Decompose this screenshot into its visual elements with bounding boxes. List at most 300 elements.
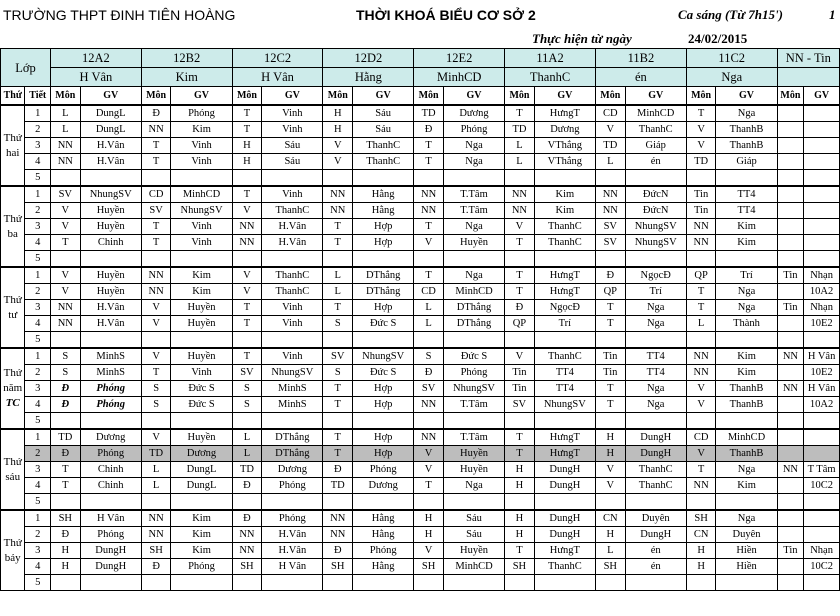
teacher-cell: NhungSV [80,186,141,203]
subject-cell: NN [595,203,625,219]
subject-cell: V [414,462,444,478]
period-number: 3 [25,138,51,154]
subject-cell [232,413,262,430]
teacher-cell: Chinh [80,478,141,494]
teacher-header: GV [716,87,777,106]
subject-header: Môn [50,87,80,106]
subject-cell: NN [50,154,80,170]
teacher-cell: HưngT [534,267,595,284]
subject-cell: T [141,235,171,251]
nn-subject-cell [777,203,804,219]
subject-cell [414,251,444,268]
teacher-cell: Trí [716,267,777,284]
period-number: 3 [25,381,51,397]
nn-teacher-cell: H Vân [804,348,840,365]
teacher-cell: Hằng [353,527,414,543]
subject-cell: TD [505,122,535,138]
subject-cell: NN [141,284,171,300]
subject-cell: H [595,429,625,446]
subject-cell: CD [141,186,171,203]
subject-cell [141,170,171,187]
teacher-cell: DungH [534,462,595,478]
day-name: Thứ [3,367,22,379]
nn-teacher-cell [804,494,840,511]
teacher-cell [262,494,323,511]
subject-cell: T [141,219,171,235]
teacher-cell: TT4 [625,348,686,365]
subject-cell: L [323,284,353,300]
teacher-cell: Kim [534,186,595,203]
nn-subject-cell: NN [777,381,804,397]
subject-cell: T [232,316,262,332]
teacher-cell: Dương [443,105,504,122]
subject-cell [505,575,535,591]
teacher-cell: Phóng [80,397,141,413]
subject-cell [232,170,262,187]
teacher-cell: Hằng [353,186,414,203]
teacher-cell: Huyền [443,543,504,559]
teacher-cell [716,494,777,511]
subject-header: Môn [686,87,716,106]
subject-cell: T [505,235,535,251]
class-name: 11C2 [686,49,777,68]
subject-cell: NN [686,348,716,365]
teacher-cell: HưngT [534,284,595,300]
period-number: 4 [25,235,51,251]
subject-cell: V [232,203,262,219]
teacher-cell [625,575,686,591]
teacher-cell: H.Vân [262,543,323,559]
teacher-cell: NhungSV [353,348,414,365]
subject-cell [232,494,262,511]
subject-cell: Đ [232,510,262,527]
subject-cell: NN [323,510,353,527]
subject-cell: T [323,235,353,251]
nn-subject-cell: Tin [777,543,804,559]
teacher-cell: Huyền [80,203,141,219]
teacher-cell: Hằng [353,203,414,219]
subject-cell [50,251,80,268]
teacher-cell: Vinh [171,365,232,381]
teacher-cell: H.Vân [80,138,141,154]
subject-cell: TD [141,446,171,462]
teacher-cell: Huyền [443,462,504,478]
teacher-cell: Vinh [171,219,232,235]
subject-cell: T [141,154,171,170]
subject-cell: V [141,316,171,332]
subject-cell: V [686,397,716,413]
nn-subject-cell [777,478,804,494]
subject-cell [686,413,716,430]
nn-subject-cell [777,365,804,381]
subject-cell: Tin [505,381,535,397]
subject-cell: T [232,300,262,316]
teacher-cell: H Vân [262,559,323,575]
subject-cell [141,413,171,430]
subject-cell: NN [686,235,716,251]
nn-teacher-cell [804,154,840,170]
subject-cell: H [595,446,625,462]
teacher-cell: Hợp [353,381,414,397]
teacher-cell: Nga [716,462,777,478]
day-name: sáu [5,470,21,483]
subject-cell [414,413,444,430]
nn-subject-cell [777,154,804,170]
teacher-cell [443,494,504,511]
homeroom-teacher: H Vân [50,68,141,87]
teacher-cell: H Vân [80,510,141,527]
subject-header: Môn [141,87,171,106]
teacher-cell [716,575,777,591]
subject-cell: S [232,381,262,397]
teacher-cell: DungH [534,527,595,543]
subject-cell: TD [595,138,625,154]
nn-tin-blank [777,68,839,87]
teacher-cell: Nga [625,316,686,332]
subject-cell: T [50,462,80,478]
teacher-cell: Hợp [353,235,414,251]
tiet-header: Tiết [25,87,51,106]
thu-header: Thứ [1,87,25,106]
subject-cell: CD [595,105,625,122]
teacher-cell: ĐứcN [625,186,686,203]
subject-cell: SV [323,348,353,365]
subject-cell: NN [323,186,353,203]
teacher-cell: Phóng [171,559,232,575]
teacher-cell: Sáu [443,510,504,527]
teacher-cell: ThanhC [534,219,595,235]
teacher-cell: Chinh [80,462,141,478]
teacher-cell: HưngT [534,446,595,462]
subject-cell: NN [141,510,171,527]
teacher-cell: TT4 [534,365,595,381]
subject-cell: Đ [50,446,80,462]
subject-cell: CD [414,284,444,300]
teacher-cell [443,170,504,187]
teacher-cell: Đức S [171,397,232,413]
subject-cell: Đ [595,267,625,284]
teacher-cell: T.Tâm [443,186,504,203]
subject-cell: L [595,154,625,170]
subject-cell: T [505,429,535,446]
subject-cell: NN [232,219,262,235]
teacher-cell [534,494,595,511]
subject-cell [50,413,80,430]
nn-teacher-cell: 10E2 [804,365,840,381]
teacher-cell: Huyền [80,284,141,300]
subject-cell: T [414,478,444,494]
teacher-cell: én [625,559,686,575]
subject-cell: T [323,397,353,413]
teacher-header: GV [534,87,595,106]
subject-cell: SH [141,543,171,559]
teacher-cell: Sáu [353,105,414,122]
subject-cell: NN [414,186,444,203]
subject-cell: SH [414,559,444,575]
nn-subject-cell [777,527,804,543]
subject-cell: L [595,543,625,559]
period-number: 1 [25,105,51,122]
teacher-cell: Phóng [353,462,414,478]
subject-cell: Đ [141,105,171,122]
teacher-cell: H.Vân [80,316,141,332]
teacher-cell [625,170,686,187]
nn-subject-cell: Tin [777,300,804,316]
subject-cell: NN [414,397,444,413]
subject-cell: L [686,316,716,332]
subject-cell: L [50,105,80,122]
homeroom-teacher: Nga [686,68,777,87]
period-number: 4 [25,478,51,494]
title-row [0,0,840,30]
nn-subject-cell [777,170,804,187]
subject-cell: H [505,462,535,478]
teacher-cell: én [625,154,686,170]
teacher-cell: DThắng [262,429,323,446]
nn-subject-cell [777,122,804,138]
subject-cell [505,170,535,187]
subject-cell [595,251,625,268]
nn-subject-cell [777,429,804,446]
subject-cell [323,251,353,268]
subject-cell: S [141,397,171,413]
teacher-cell: H.Vân [262,527,323,543]
teacher-cell: ĐứcN [625,203,686,219]
teacher-cell: Kim [171,267,232,284]
subject-cell: S [50,348,80,365]
subject-cell: V [686,446,716,462]
homeroom-teacher: Hằng [323,68,414,87]
class-name: 12A2 [50,49,141,68]
subject-cell: V [50,284,80,300]
teacher-cell: Phóng [80,381,141,397]
nn-subject-cell [777,235,804,251]
teacher-cell: MinhS [80,348,141,365]
subject-cell: T [141,138,171,154]
subject-cell: L [141,462,171,478]
teacher-cell: MinhCD [443,284,504,300]
subject-cell: L [505,138,535,154]
subject-cell: T [414,219,444,235]
day-cell [1,348,25,429]
teacher-cell: Vinh [262,105,323,122]
nn-tin-header: NN - Tin [777,49,839,68]
subject-cell: H [414,510,444,527]
teacher-cell: DThắng [353,267,414,284]
nn-subject-cell: Tin [777,267,804,284]
teacher-cell: MinhS [262,397,323,413]
teacher-cell: Dương [171,446,232,462]
teacher-cell: H.Vân [262,219,323,235]
subject-cell [141,251,171,268]
day-cell [1,510,25,591]
subject-cell [505,494,535,511]
subject-cell [686,170,716,187]
nn-teacher-cell [804,170,840,187]
teacher-cell: Nga [625,300,686,316]
subject-cell [414,494,444,511]
subject-cell [686,494,716,511]
nn-teacher-cell: 10C2 [804,559,840,575]
subject-cell: TD [686,154,716,170]
subject-cell: QP [505,316,535,332]
subject-cell: SH [50,510,80,527]
subject-cell: CN [686,527,716,543]
teacher-cell: DungH [625,527,686,543]
teacher-cell: Sáu [262,154,323,170]
nn-subject-cell [777,510,804,527]
teacher-cell: Huyền [80,267,141,284]
teacher-cell: T.Tâm [443,397,504,413]
class-name: 12C2 [232,49,323,68]
subject-cell: H [595,527,625,543]
subject-cell [232,251,262,268]
day-name: Thứ [3,536,22,549]
subject-cell: T [686,462,716,478]
teacher-cell [534,332,595,349]
day-name: Thứ [3,212,22,225]
subject-cell: Đ [505,300,535,316]
subject-cell: S [50,365,80,381]
subject-cell: NN [595,186,625,203]
nn-teacher-cell: 10A2 [804,284,840,300]
subject-header: Môn [777,87,804,106]
nn-subject-cell [777,494,804,511]
subject-cell: V [505,219,535,235]
subject-cell: NN [141,527,171,543]
teacher-cell: DThắng [443,316,504,332]
nn-subject-cell [777,251,804,268]
teacher-cell [171,494,232,511]
teacher-cell [716,170,777,187]
subject-cell [50,170,80,187]
teacher-cell: Nga [443,478,504,494]
subject-cell: NN [232,235,262,251]
subject-cell: L [414,300,444,316]
teacher-cell: Dương [262,462,323,478]
teacher-cell [443,413,504,430]
subject-cell: Đ [50,527,80,543]
teacher-cell: Hợp [353,446,414,462]
teacher-cell: Đức S [353,316,414,332]
subject-cell: T [50,478,80,494]
nn-teacher-cell: 10A2 [804,397,840,413]
teacher-cell: ThanhB [716,381,777,397]
teacher-cell: Nga [443,219,504,235]
teacher-cell: NhungSV [171,203,232,219]
subject-cell: SH [323,559,353,575]
subject-cell [686,575,716,591]
nn-teacher-cell [804,203,840,219]
nn-subject-cell [777,138,804,154]
period-number: 5 [25,170,51,187]
nn-teacher-cell: 10E2 [804,316,840,332]
teacher-cell: Phóng [353,543,414,559]
teacher-cell [353,575,414,591]
teacher-header: GV [262,87,323,106]
subject-cell: V [141,300,171,316]
subject-cell: NN [50,316,80,332]
period-number: 5 [25,413,51,430]
period-number: 1 [25,510,51,527]
subject-cell: S [141,381,171,397]
subject-cell: TD [232,462,262,478]
teacher-cell [534,170,595,187]
subject-cell: V [414,235,444,251]
period-number: 2 [25,446,51,462]
teacher-cell [716,251,777,268]
teacher-cell: DThắng [443,300,504,316]
teacher-cell: NhungSV [625,219,686,235]
teacher-cell: Chinh [80,235,141,251]
effective-date-row [0,30,840,48]
subject-cell: NN [414,203,444,219]
teacher-cell: NhungSV [262,365,323,381]
teacher-cell: MinhS [262,381,323,397]
teacher-cell: DungH [534,478,595,494]
teacher-cell [353,170,414,187]
homeroom-teacher: én [595,68,686,87]
subject-cell: TD [414,105,444,122]
period-number: 2 [25,365,51,381]
teacher-cell: Kim [171,527,232,543]
teacher-cell: Dương [534,122,595,138]
teacher-cell [171,170,232,187]
subject-cell: SV [505,397,535,413]
subject-cell: SV [595,219,625,235]
subject-cell: T [505,284,535,300]
period-number: 3 [25,462,51,478]
teacher-cell [534,251,595,268]
teacher-cell: Duyên [716,527,777,543]
period-number: 2 [25,527,51,543]
nn-teacher-cell [804,429,840,446]
teacher-cell [262,575,323,591]
subject-cell: L [50,122,80,138]
teacher-cell: Kim [171,122,232,138]
teacher-cell: ThanhB [716,397,777,413]
subject-cell: H [323,122,353,138]
nn-teacher-cell [804,332,840,349]
day-cell [1,267,25,348]
subject-cell: SH [595,559,625,575]
day-name: Thứ [3,455,22,468]
period-number: 2 [25,284,51,300]
subject-cell: T [232,105,262,122]
nn-subject-cell [777,316,804,332]
period-number: 3 [25,219,51,235]
teacher-cell [443,332,504,349]
teacher-cell: NhungSV [534,397,595,413]
subject-cell: T [595,300,625,316]
period-number: 4 [25,316,51,332]
period-number: 4 [25,154,51,170]
subject-cell [323,332,353,349]
teacher-cell: ThanhC [262,284,323,300]
subject-header: Môn [323,87,353,106]
teacher-cell: MinhCD [716,429,777,446]
teacher-cell [443,251,504,268]
subject-cell [232,332,262,349]
subject-cell: T [232,122,262,138]
subject-cell: T [323,219,353,235]
subject-cell: NN [50,138,80,154]
effective-label: Thực hiện từ ngày [532,31,632,46]
class-name: 12D2 [323,49,414,68]
teacher-cell: Sáu [353,122,414,138]
teacher-cell: Nga [443,154,504,170]
subject-cell: Tin [595,348,625,365]
